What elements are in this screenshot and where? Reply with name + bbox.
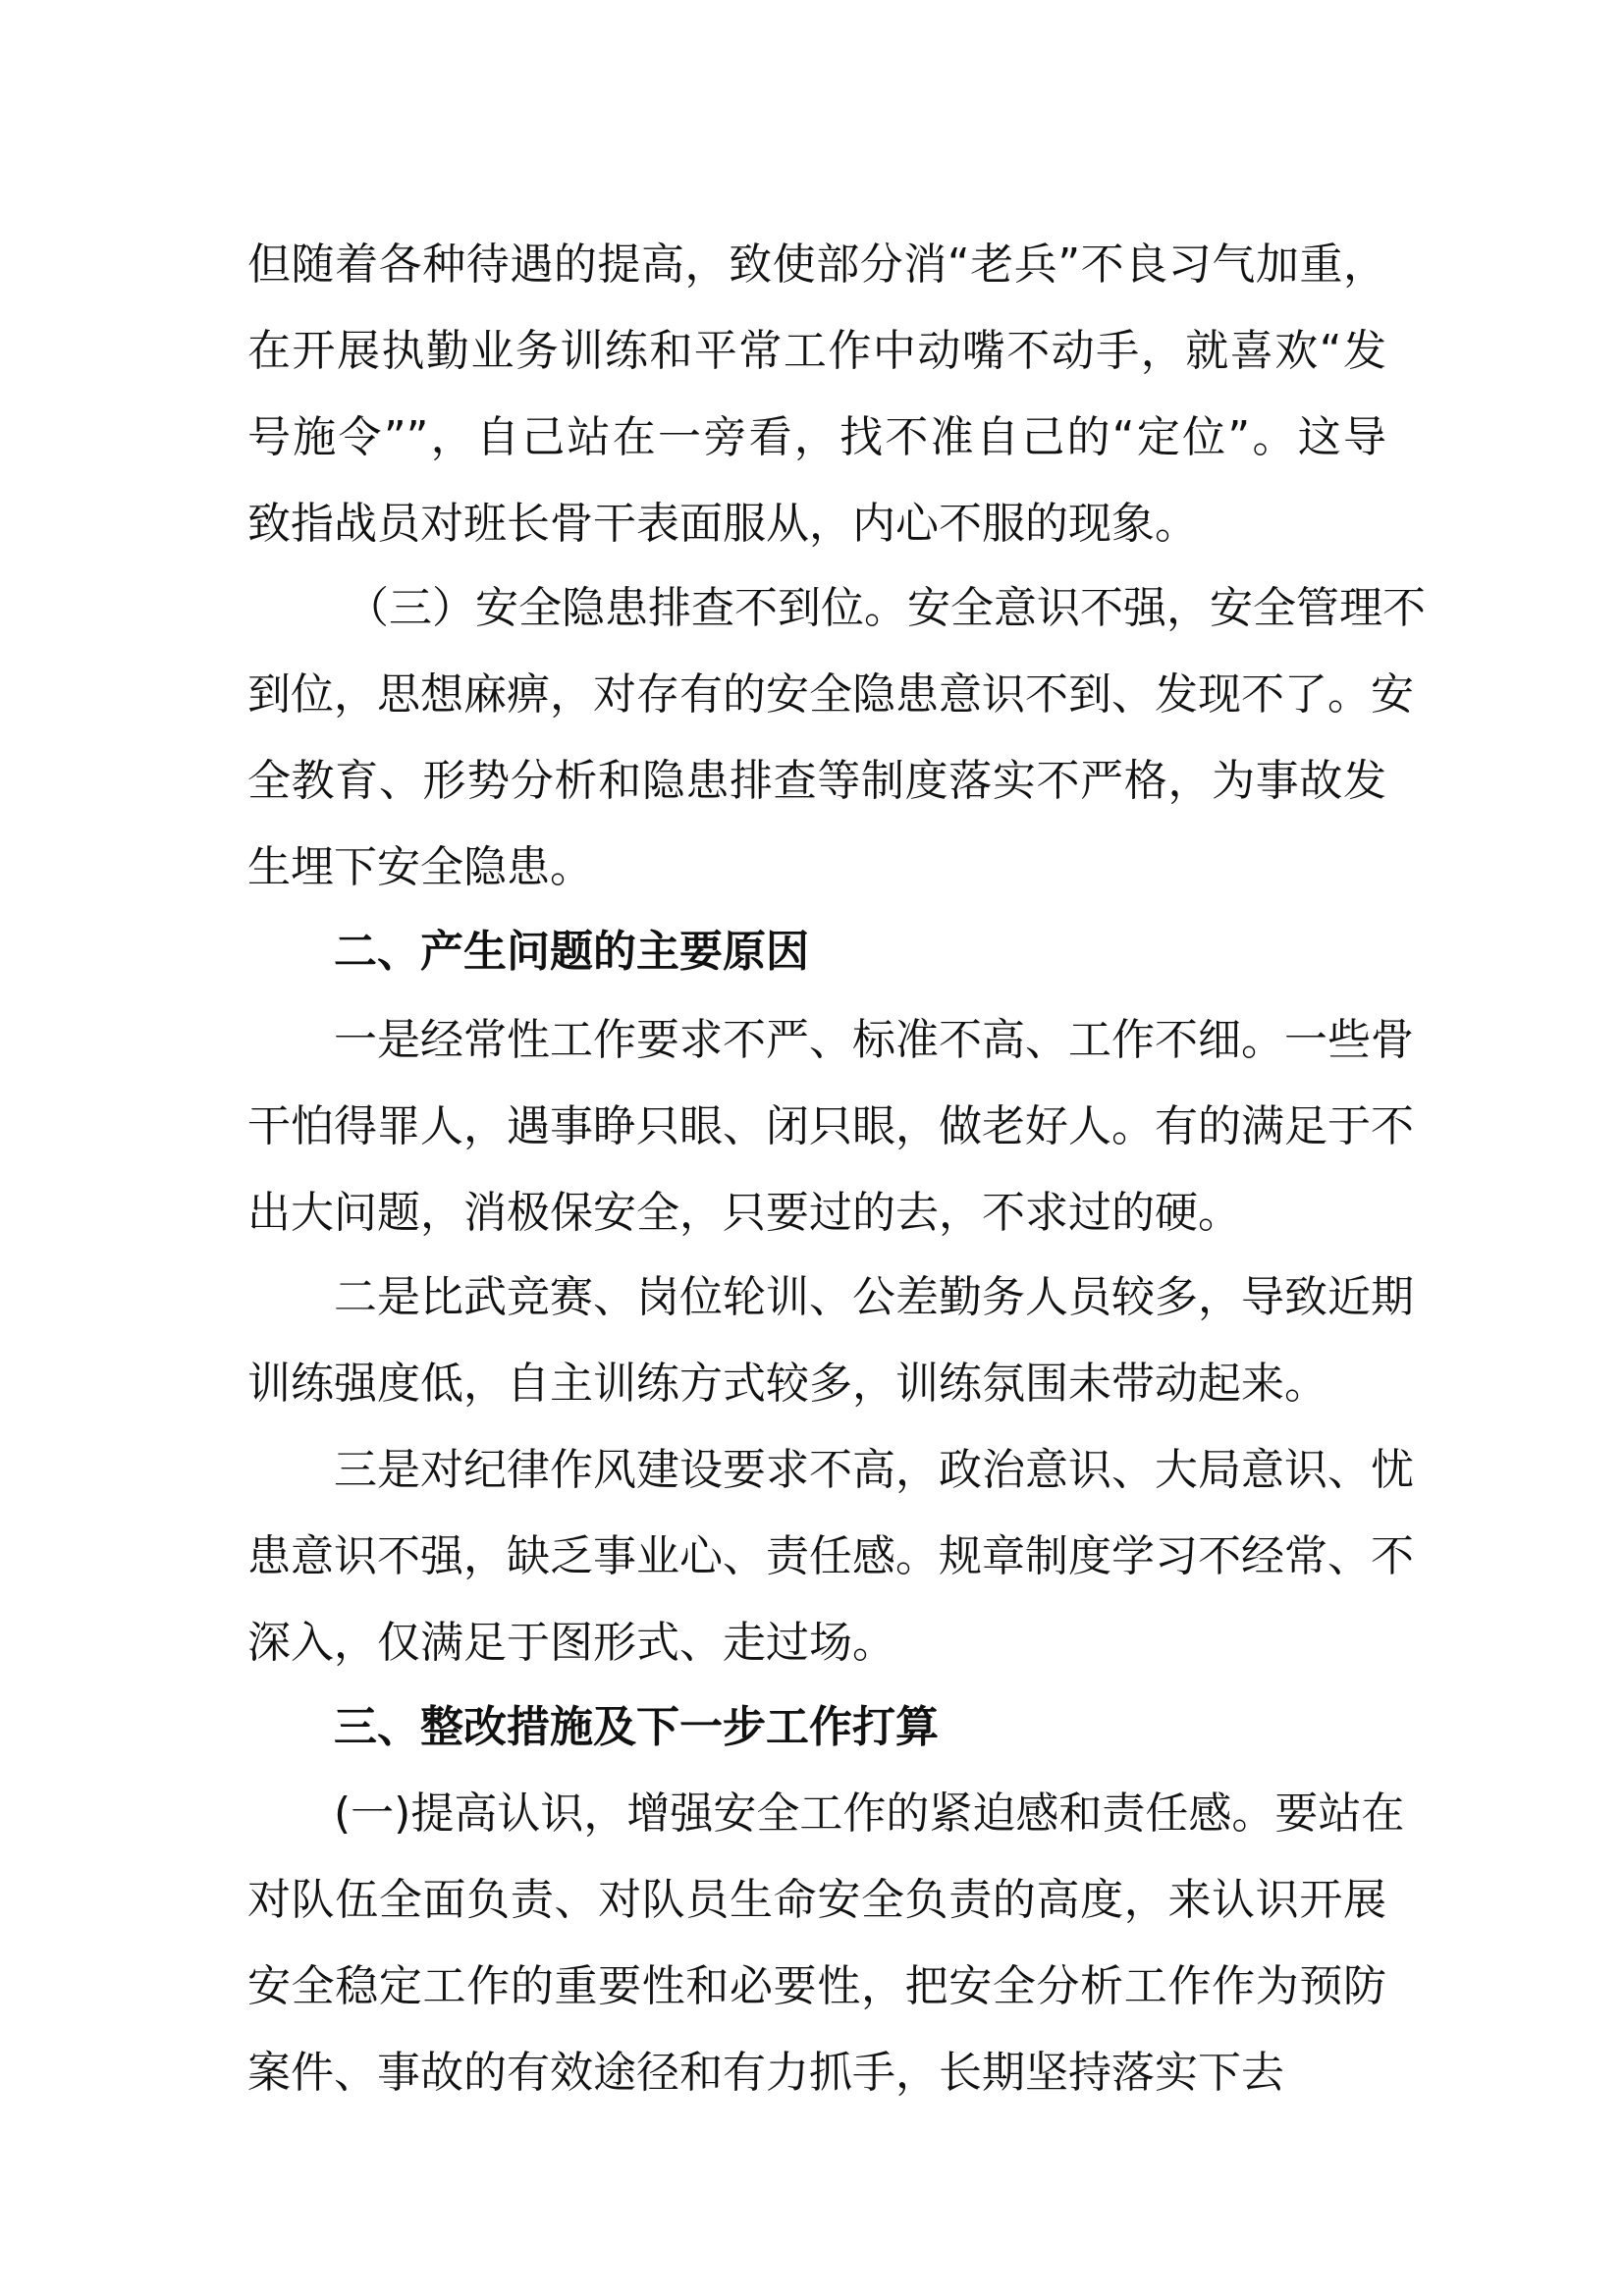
paragraph-line: 安全稳定工作的重要性和必要性，把安全分析工作作为预防	[247, 1961, 1386, 2011]
paragraph-line: 深入，仅满足于图形式、走过场。	[247, 1618, 895, 1668]
paragraph-cause-one	[247, 997, 1414, 1256]
paragraph-line: 训练强度低，自主训练方式较多，训练氛围未带动起来。	[247, 1359, 1327, 1409]
paragraph-line: 出大问题，消极保安全，只要过的去，不求过的硬。	[247, 1188, 1241, 1238]
paragraph-line: 号施令””，自己站在一旁看，找不准自己的“定位”。这导	[247, 412, 1386, 462]
paragraph-line: 生埋下安全隐患。	[247, 842, 593, 892]
paragraph-line: 三是对纪律作风建设要求不高，政治意识、大局意识、忧	[334, 1445, 1414, 1495]
paragraph-line: 干怕得罪人，遇事睁只眼、闭只眼，做老好人。有的满足于不	[247, 1101, 1414, 1151]
paragraph-cause-three	[247, 1427, 1414, 1686]
section-heading-text: 二、产生问题的主要原因	[334, 927, 809, 977]
paragraph-veteran-habits	[247, 222, 1386, 567]
paragraph-line: 二是比武竞赛、岗位轮训、公差勤务人员较多，导致近期	[334, 1272, 1414, 1322]
paragraph-line: 患意识不强，缺乏事业心、责任感。规章制度学习不经常、不	[247, 1531, 1414, 1581]
paragraph-line: （三）安全隐患排查不到位。安全意识不强，安全管理不	[346, 583, 1426, 633]
paragraph-line: 在开展执勤业务训练和平常工作中动嘴不动手，就喜欢“发	[247, 326, 1386, 376]
paragraph-line: 一是经常性工作要求不严、标准不高、工作不细。一些骨	[334, 1015, 1414, 1065]
paragraph-line: 到位，思想麻痹，对存有的安全隐患意识不到、发现不了。安	[247, 669, 1414, 720]
paragraph-line: 全教育、形势分析和隐患排查等制度落实不严格，为事故发	[247, 756, 1386, 806]
section-heading-text: 三、整改措施及下一步工作打算	[334, 1702, 939, 1752]
paragraph-cause-two	[247, 1255, 1414, 1427]
paragraph-line: (一)提高认识，增强安全工作的紧迫感和责任感。要站在	[334, 1789, 1405, 1839]
paragraph-line: 但随着各种待遇的提高，致使部分消“老兵”不良习气加重，	[247, 240, 1386, 290]
paragraph-rectification-one	[247, 1771, 1405, 2116]
paragraph-line: 对队伍全面负责、对队员生命安全负责的高度，来认识开展	[247, 1875, 1386, 1925]
section-heading-rectification	[247, 1684, 1386, 1771]
paragraph-line: 案件、事故的有效途径和有力抓手，长期坚持落实下去	[247, 2048, 1284, 2098]
section-heading-main-causes	[247, 909, 1386, 995]
paragraph-line: 致指战员对班长骨干表面服从，内心不服的现象。	[247, 499, 1198, 549]
paragraph-safety-hazards	[247, 565, 1426, 911]
